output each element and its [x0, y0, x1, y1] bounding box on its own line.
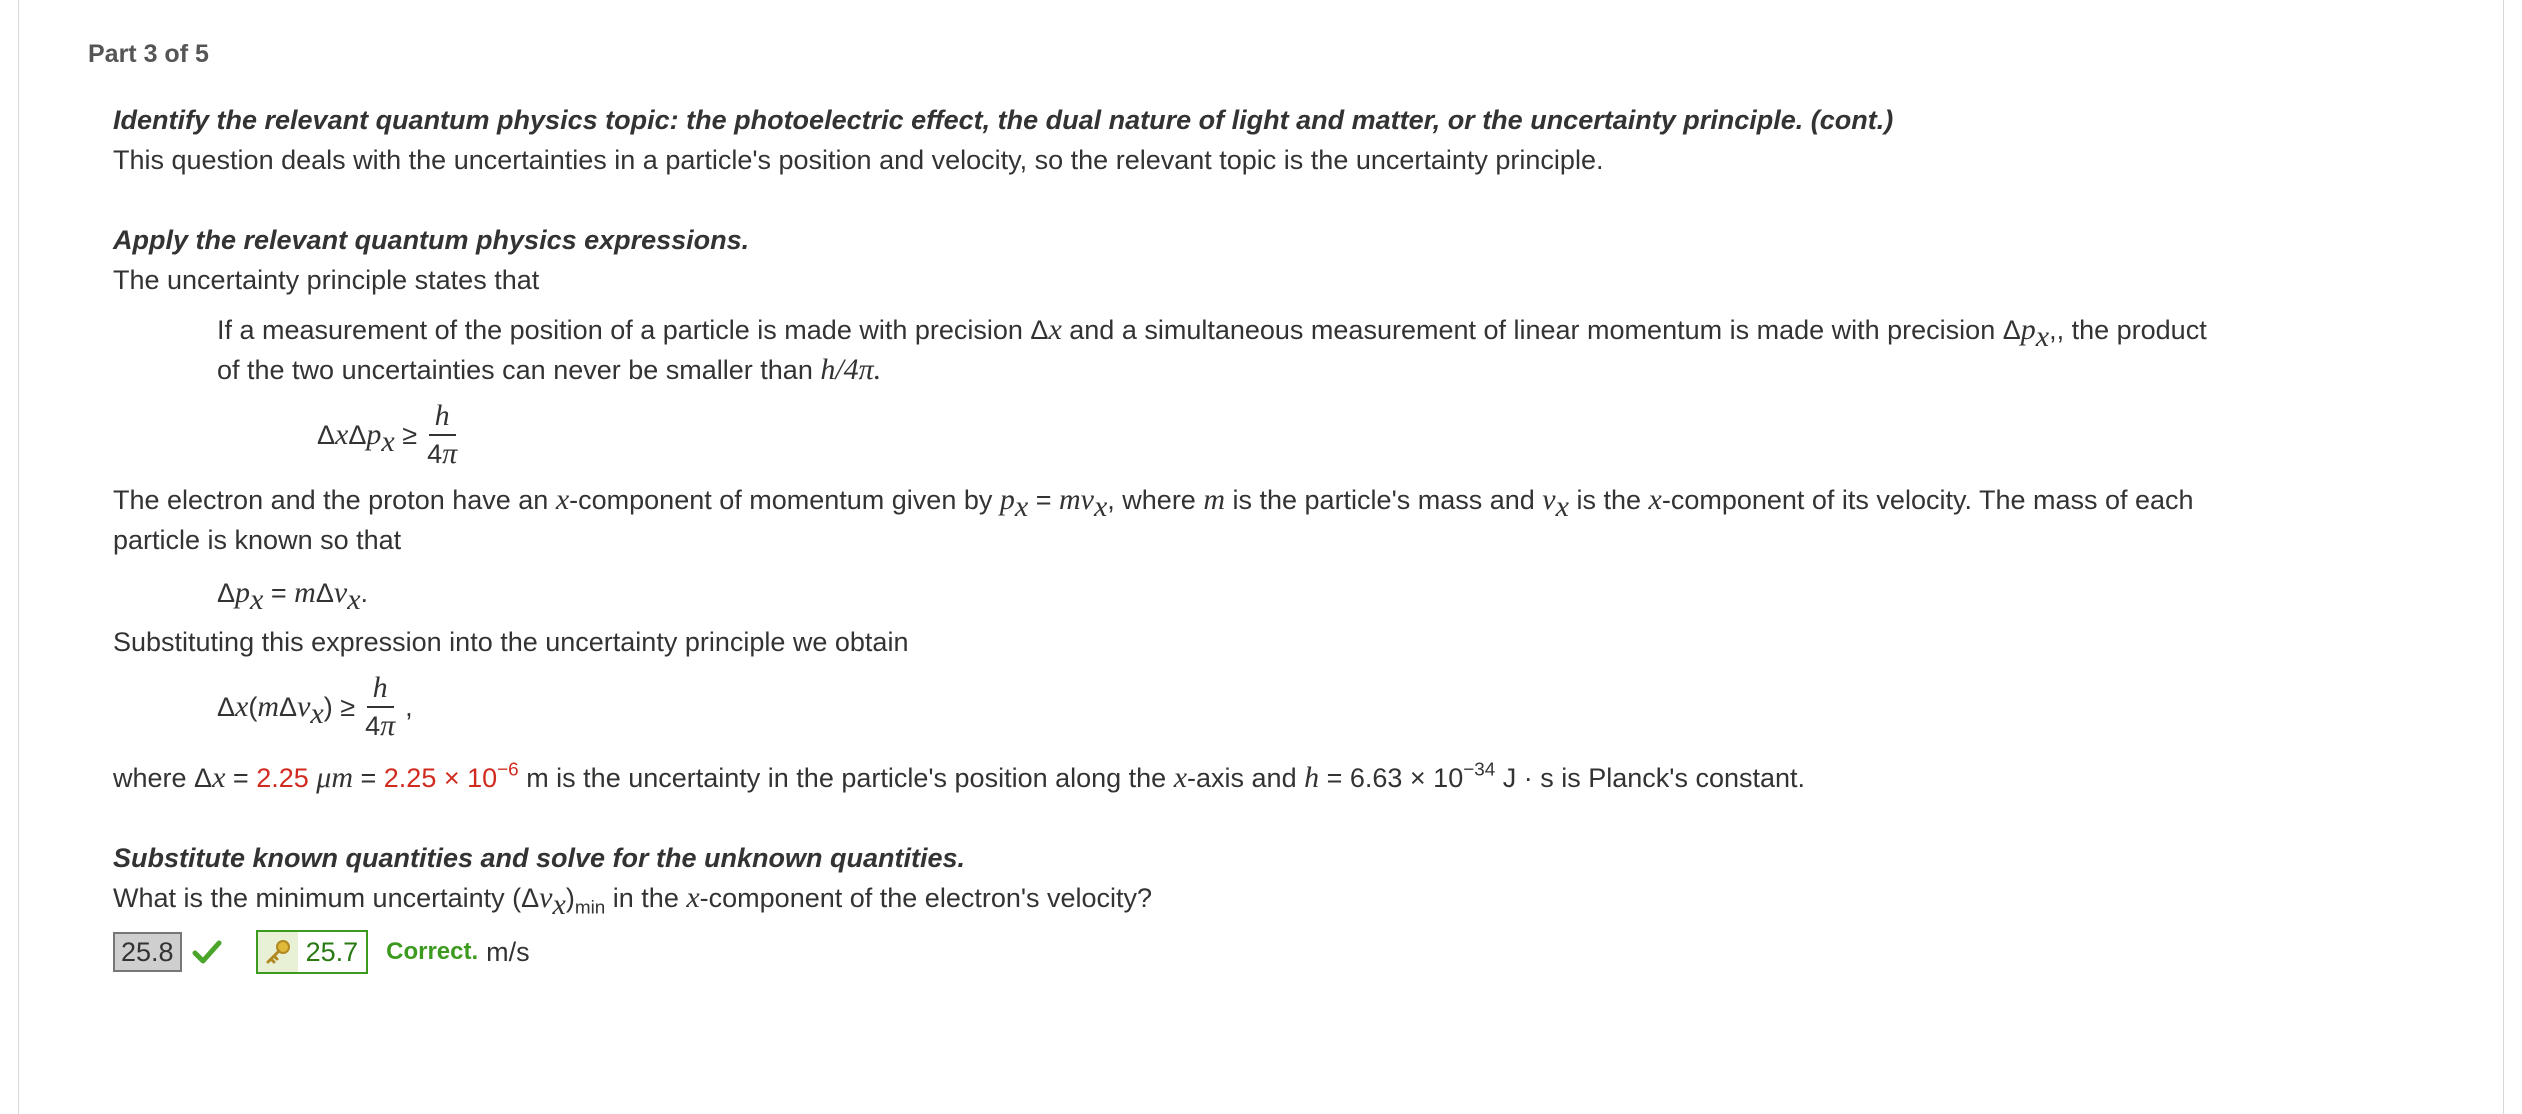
momentum-paragraph-cont: particle is known so that [113, 525, 402, 555]
correct-label: Correct. [386, 938, 479, 965]
answer-key[interactable] [256, 930, 369, 974]
part-label: Part 3 of 5 [88, 40, 209, 68]
dx-value-sci: $2.25 \times 10^{-6}$ [383, 759, 519, 793]
answer-row [113, 930, 2443, 974]
momentum-equation: $\Delta p_x = m\Delta v_x$. [217, 576, 369, 616]
substituted-equation: Δx(mΔv$_x$) ≥ $\frac{h}{4\pi}$ , [217, 671, 413, 742]
question-text: What is the minimum uncertainty $(\Delta v_x)_{min}$ in the x-component of the electron's velocity? [113, 881, 1153, 921]
unit-label: m/s [486, 937, 530, 967]
section1-heading: Identify the relevant quantum physics topic: the photoelectric effect, the dual nature of light and matter, or the uncertainty principle. (cont.) [113, 105, 1894, 135]
section2-intro: The uncertainty principle states that [113, 265, 540, 295]
uncertainty-equation: ΔxΔp$_x$ ≥ $\frac{h}{4\pi}$ [317, 399, 458, 470]
answer-input[interactable]: 25.8 [113, 932, 182, 972]
section2-heading: Apply the relevant quantum physics expressions. [113, 225, 750, 255]
given-values: where Δx = 2.25 $\mu m = 2.25 \times 10^{-6}$ m is the uncertainty in the particle's position along the x-axis and $h = 6.63 \times 10^{-34}$ J · s is Planck's constant. [113, 759, 1806, 794]
key-icon [258, 932, 298, 972]
dx-value: 2.25 [256, 763, 309, 793]
section1-body: This question deals with the uncertainties in a particle's position and velocity, so the relevant topic is the uncertainty principle. [113, 145, 1604, 175]
momentum-paragraph: The electron and the proton have an x-component of momentum given by $p_x = mv_x$, where m is the particle's mass and $v_x$ is the x-component of its velocity. The mass of each [113, 483, 2194, 523]
key-value: 25.7 [305, 937, 359, 967]
substitution-text: Substituting this expression into the uncertainty principle we obtain [113, 627, 909, 657]
solution-content [113, 100, 2443, 974]
check-icon [192, 937, 222, 967]
section3-heading: Substitute known quantities and solve for the unknown quantities. [113, 843, 966, 873]
uncertainty-quote: If a measurement of the position of a particle is made with precision Δx and a simultaneous measurement of linear momentum is made with precision $\Delta p_x$,, the product of the two uncertainties can never be smaller than h/4π. [217, 313, 2207, 386]
